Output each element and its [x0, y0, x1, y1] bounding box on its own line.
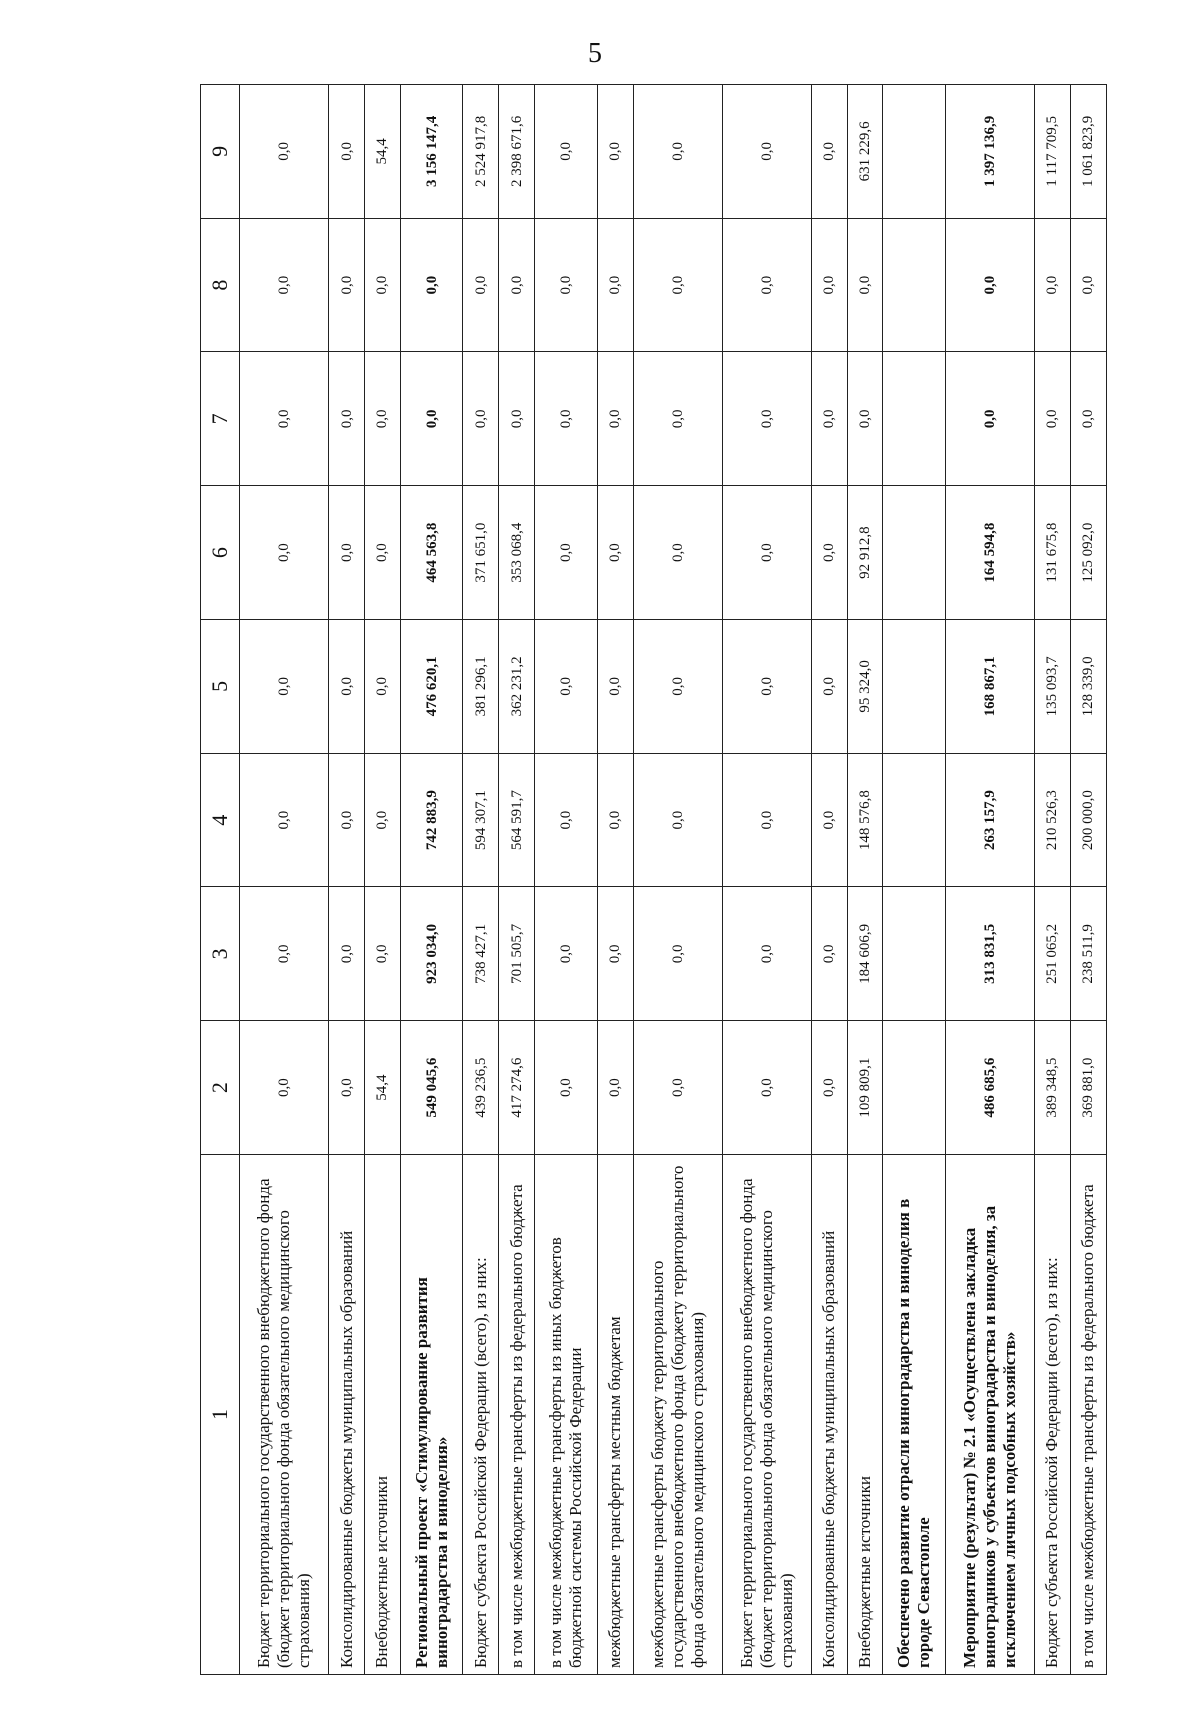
value-cell: 184 606,9 [847, 887, 883, 1021]
value-cell: 0,0 [329, 352, 365, 486]
value-cell: 0,0 [633, 753, 722, 887]
value-cell: 0,0 [463, 218, 499, 352]
value-cell: 0,0 [811, 352, 847, 486]
value-cell: 0,0 [535, 753, 597, 887]
table-row [499, 85, 535, 1675]
value-cell: 0,0 [364, 753, 400, 887]
value-cell: 168 867,1 [945, 620, 1034, 754]
table-row [535, 85, 597, 1675]
value-cell: 0,0 [499, 218, 535, 352]
row-label-cell: в том числе межбюджетные трансферты из федерального бюджета [499, 1155, 535, 1675]
column-header: 1 [201, 1155, 240, 1675]
value-cell: 0,0 [535, 887, 597, 1021]
value-cell [883, 218, 945, 352]
value-cell: 0,0 [811, 887, 847, 1021]
value-cell: 0,0 [597, 85, 633, 219]
value-cell: 0,0 [722, 887, 811, 1021]
value-cell: 742 883,9 [400, 753, 462, 887]
value-cell: 251 065,2 [1035, 887, 1071, 1021]
row-label-cell: Консолидированные бюджеты муниципальных образований [329, 1155, 365, 1675]
value-cell: 0,0 [535, 352, 597, 486]
value-cell: 0,0 [364, 887, 400, 1021]
value-cell: 200 000,0 [1070, 753, 1106, 887]
row-label-cell: Бюджет территориального государственного внебюджетного фонда (бюджет территориального фонда обязательного медицинского страхования) [240, 1155, 329, 1675]
value-cell: 0,0 [722, 352, 811, 486]
value-cell: 1 117 709,5 [1035, 85, 1071, 219]
value-cell: 0,0 [240, 85, 329, 219]
value-cell: 0,0 [847, 218, 883, 352]
row-label-cell: Обеспечено развитие отрасли виноградарства и виноделия в городе Севастополе [883, 1155, 945, 1675]
table-row [811, 85, 847, 1675]
value-cell [883, 620, 945, 754]
column-header: 7 [201, 352, 240, 486]
value-cell: 0,0 [364, 620, 400, 754]
table-row [364, 85, 400, 1675]
row-label-cell: в том числе межбюджетные трансферты из иных бюджетов бюджетной системы Российской Федерации [535, 1155, 597, 1675]
value-cell: 0,0 [535, 620, 597, 754]
value-cell [883, 753, 945, 887]
value-cell: 486 685,6 [945, 1021, 1034, 1155]
value-cell: 125 092,0 [1070, 486, 1106, 620]
budget-table [200, 84, 1107, 1675]
value-cell: 0,0 [597, 486, 633, 620]
value-cell: 0,0 [722, 1021, 811, 1155]
value-cell: 0,0 [722, 218, 811, 352]
table-row [463, 85, 499, 1675]
value-cell: 95 324,0 [847, 620, 883, 754]
value-cell: 0,0 [633, 218, 722, 352]
value-cell: 0,0 [597, 620, 633, 754]
value-cell: 0,0 [722, 753, 811, 887]
value-cell: 263 157,9 [945, 753, 1034, 887]
value-cell: 54,4 [364, 1021, 400, 1155]
value-cell: 0,0 [1035, 218, 1071, 352]
value-cell: 701 505,7 [499, 887, 535, 1021]
column-header: 3 [201, 887, 240, 1021]
value-cell: 0,0 [597, 218, 633, 352]
value-cell: 476 620,1 [400, 620, 462, 754]
value-cell: 2 524 917,8 [463, 85, 499, 219]
table-header-row [201, 85, 240, 1675]
value-cell: 0,0 [364, 218, 400, 352]
value-cell: 0,0 [945, 218, 1034, 352]
value-cell: 131 675,8 [1035, 486, 1071, 620]
value-cell: 2 398 671,6 [499, 85, 535, 219]
value-cell: 0,0 [847, 352, 883, 486]
value-cell: 0,0 [597, 753, 633, 887]
table-row [597, 85, 633, 1675]
value-cell: 164 594,8 [945, 486, 1034, 620]
value-cell: 0,0 [1070, 352, 1106, 486]
value-cell: 371 651,0 [463, 486, 499, 620]
value-cell: 594 307,1 [463, 753, 499, 887]
value-cell: 381 296,1 [463, 620, 499, 754]
value-cell [883, 887, 945, 1021]
value-cell: 135 093,7 [1035, 620, 1071, 754]
value-cell: 0,0 [240, 218, 329, 352]
value-cell: 0,0 [811, 85, 847, 219]
value-cell [883, 352, 945, 486]
page-number: 5 [588, 38, 602, 69]
value-cell [883, 1021, 945, 1155]
row-label-cell: Внебюджетные источники [847, 1155, 883, 1675]
value-cell: 362 231,2 [499, 620, 535, 754]
value-cell: 54,4 [364, 85, 400, 219]
value-cell: 0,0 [597, 1021, 633, 1155]
value-cell: 564 591,7 [499, 753, 535, 887]
value-cell: 128 339,0 [1070, 620, 1106, 754]
value-cell: 389 348,5 [1035, 1021, 1071, 1155]
value-cell: 0,0 [811, 620, 847, 754]
value-cell: 0,0 [722, 85, 811, 219]
value-cell: 238 511,9 [1070, 887, 1106, 1021]
table-row [722, 85, 811, 1675]
value-cell: 0,0 [329, 85, 365, 219]
value-cell: 0,0 [535, 85, 597, 219]
column-header: 8 [201, 218, 240, 352]
value-cell: 631 229,6 [847, 85, 883, 219]
column-header: 9 [201, 85, 240, 219]
value-cell: 738 427,1 [463, 887, 499, 1021]
table-body [240, 85, 1107, 1675]
column-header: 5 [201, 620, 240, 754]
row-label-cell: Региональный проект «Стимулирование развития виноградарства и виноделия» [400, 1155, 462, 1675]
column-header: 4 [201, 753, 240, 887]
row-label-cell: Бюджет субъекта Российской Федерации (всего), из них: [1035, 1155, 1071, 1675]
value-cell: 1 061 823,9 [1070, 85, 1106, 219]
value-cell: 0,0 [240, 352, 329, 486]
table-row [883, 85, 945, 1675]
row-label-cell: Бюджет субъекта Российской Федерации (всего), из них: [463, 1155, 499, 1675]
value-cell: 0,0 [633, 352, 722, 486]
rotated-table-container [200, 85, 1107, 1675]
value-cell: 0,0 [1070, 218, 1106, 352]
row-label-cell: в том числе межбюджетные трансферты из федерального бюджета [1070, 1155, 1106, 1675]
value-cell: 0,0 [722, 486, 811, 620]
value-cell: 0,0 [329, 620, 365, 754]
value-cell: 0,0 [329, 218, 365, 352]
value-cell: 417 274,6 [499, 1021, 535, 1155]
table-row [1035, 85, 1071, 1675]
column-header: 2 [201, 1021, 240, 1155]
row-label-cell: межбюджетные трансферты бюджету территориального государственного внебюджетного фонда (бюджету территориального фонда обязательного медицинского страхования) [633, 1155, 722, 1675]
value-cell: 0,0 [329, 1021, 365, 1155]
value-cell: 0,0 [633, 887, 722, 1021]
value-cell: 0,0 [240, 486, 329, 620]
row-label-cell: Консолидированные бюджеты муниципальных образований [811, 1155, 847, 1675]
value-cell: 0,0 [463, 352, 499, 486]
value-cell: 3 156 147,4 [400, 85, 462, 219]
value-cell [883, 85, 945, 219]
row-label-cell: межбюджетные трансферты местным бюджетам [597, 1155, 633, 1675]
value-cell: 0,0 [240, 620, 329, 754]
value-cell: 92 912,8 [847, 486, 883, 620]
value-cell: 1 397 136,9 [945, 85, 1034, 219]
value-cell: 0,0 [535, 486, 597, 620]
value-cell: 0,0 [722, 620, 811, 754]
value-cell: 439 236,5 [463, 1021, 499, 1155]
value-cell: 0,0 [329, 486, 365, 620]
table-row [633, 85, 722, 1675]
value-cell: 0,0 [633, 620, 722, 754]
value-cell: 0,0 [400, 218, 462, 352]
value-cell: 0,0 [811, 486, 847, 620]
value-cell: 0,0 [535, 1021, 597, 1155]
value-cell: 0,0 [240, 753, 329, 887]
value-cell: 0,0 [364, 352, 400, 486]
value-cell: 549 045,6 [400, 1021, 462, 1155]
value-cell: 0,0 [811, 1021, 847, 1155]
value-cell: 0,0 [1035, 352, 1071, 486]
value-cell: 210 526,3 [1035, 753, 1071, 887]
value-cell: 923 034,0 [400, 887, 462, 1021]
table-row [847, 85, 883, 1675]
value-cell: 0,0 [400, 352, 462, 486]
row-label-cell: Мероприятие (результат) № 2.1 «Осуществлена закладка виноградников у субъектов виноградарства и виноделия, за исключением личных подсобных хозяйств» [945, 1155, 1034, 1675]
value-cell: 0,0 [597, 352, 633, 486]
value-cell: 148 576,8 [847, 753, 883, 887]
value-cell: 0,0 [329, 887, 365, 1021]
value-cell: 0,0 [364, 486, 400, 620]
value-cell: 0,0 [633, 486, 722, 620]
value-cell: 0,0 [499, 352, 535, 486]
row-label-cell: Внебюджетные источники [364, 1155, 400, 1675]
row-label-cell: Бюджет территориального государственного внебюджетного фонда (бюджет территориального фонда обязательного медицинского страхования) [722, 1155, 811, 1675]
value-cell: 0,0 [811, 753, 847, 887]
value-cell: 109 809,1 [847, 1021, 883, 1155]
table-row [400, 85, 462, 1675]
value-cell: 0,0 [945, 352, 1034, 486]
value-cell: 353 068,4 [499, 486, 535, 620]
table-row [329, 85, 365, 1675]
value-cell: 0,0 [811, 218, 847, 352]
value-cell: 0,0 [597, 887, 633, 1021]
value-cell: 0,0 [633, 1021, 722, 1155]
table-row [240, 85, 329, 1675]
value-cell: 0,0 [535, 218, 597, 352]
value-cell: 0,0 [329, 753, 365, 887]
value-cell: 369 881,0 [1070, 1021, 1106, 1155]
value-cell: 0,0 [633, 85, 722, 219]
value-cell [883, 486, 945, 620]
column-header: 6 [201, 486, 240, 620]
value-cell: 0,0 [240, 887, 329, 1021]
table-row [945, 85, 1034, 1675]
value-cell: 464 563,8 [400, 486, 462, 620]
value-cell: 313 831,5 [945, 887, 1034, 1021]
value-cell: 0,0 [240, 1021, 329, 1155]
table-row [1070, 85, 1106, 1675]
